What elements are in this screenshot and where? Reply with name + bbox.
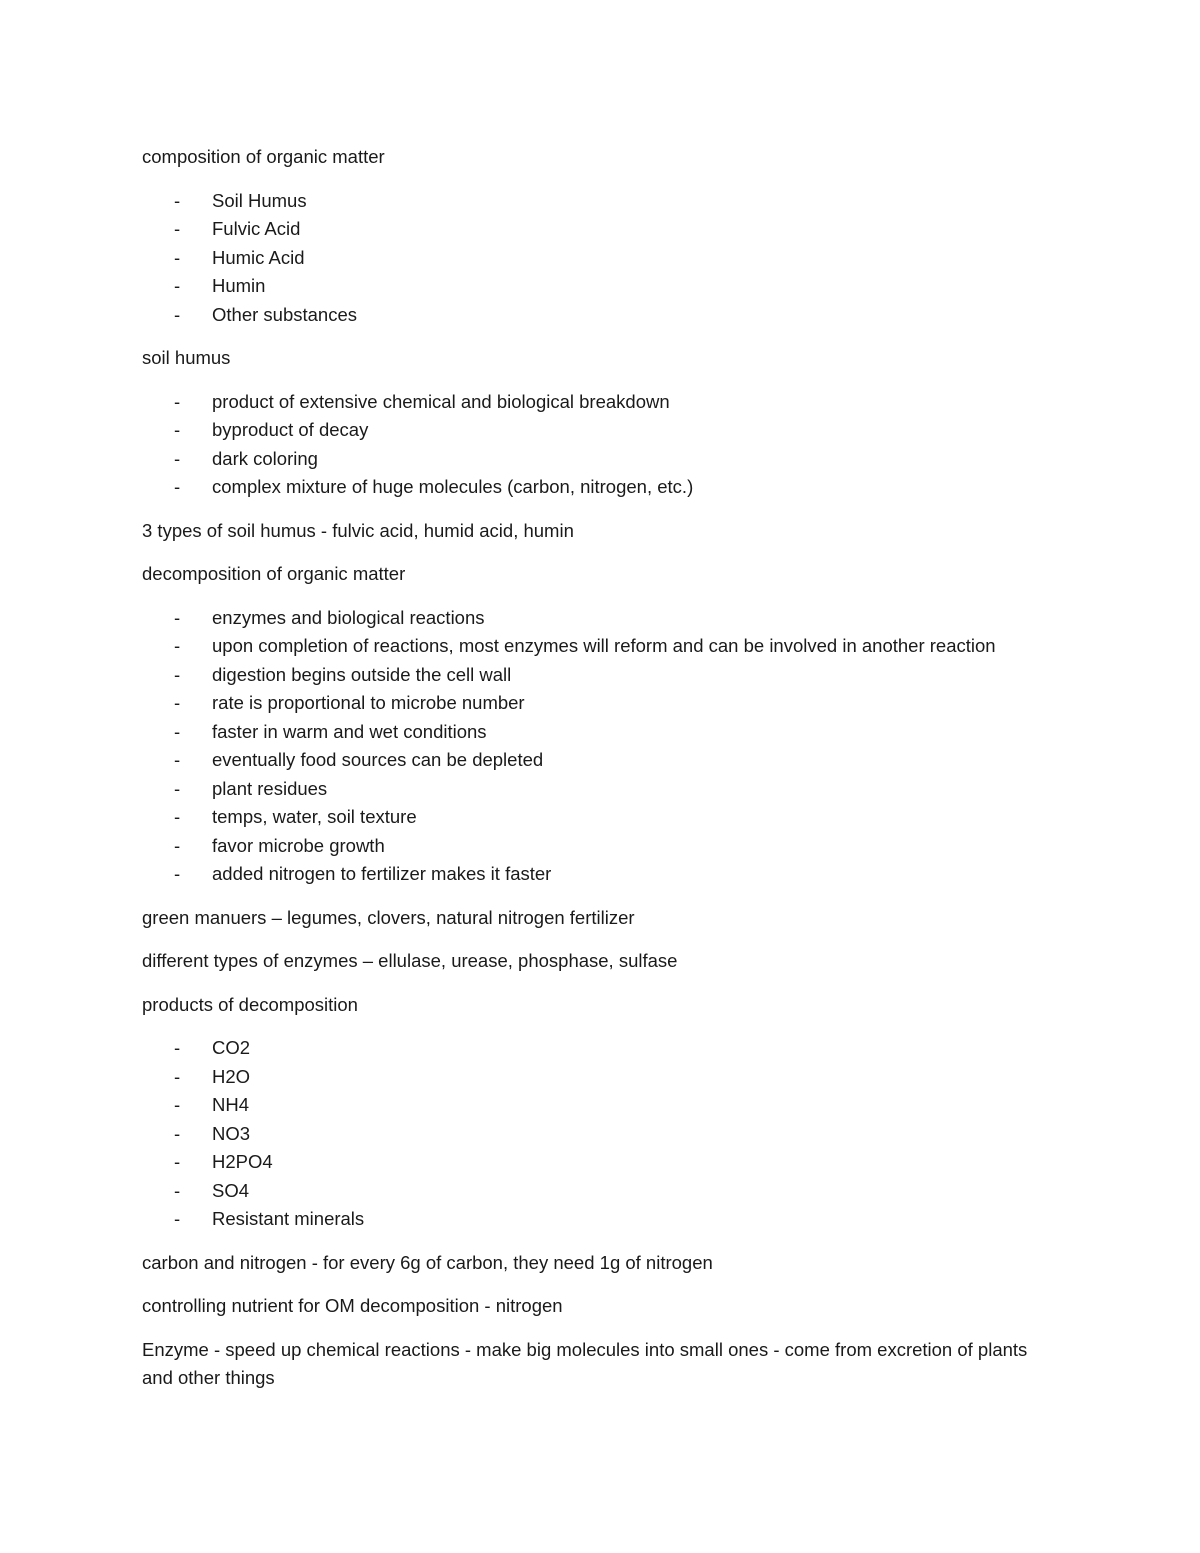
dash-bullet: -	[174, 189, 181, 211]
dash-bullet: -	[174, 663, 181, 685]
list-item	[142, 860, 1072, 889]
list-item-text: complex mixture of huge molecules (carbon, nitrogen, etc.)	[212, 476, 694, 497]
list-item-text: plant residues	[212, 777, 328, 799]
bullet-list	[142, 604, 1072, 889]
bullet-list	[142, 187, 1072, 330]
list-item-text: faster in warm and wet conditions	[212, 720, 487, 742]
list-item-text: Fulvic Acid	[212, 218, 301, 239]
dash-bullet: -	[174, 218, 181, 239]
list-item	[142, 416, 1072, 445]
list-item	[142, 832, 1072, 861]
list-item	[142, 1034, 1072, 1063]
list-item	[142, 661, 1072, 690]
list-item	[142, 1205, 1072, 1234]
list-item	[142, 632, 1072, 661]
paragraph: composition of organic matter	[142, 146, 385, 167]
dash-bullet: -	[174, 806, 181, 827]
paragraph: carbon and nitrogen - for every 6g of carbon, they need 1g of nitrogen	[142, 1251, 713, 1273]
list-item-text: SO4	[212, 1179, 250, 1201]
dash-bullet: -	[174, 246, 181, 268]
list-item	[142, 473, 1072, 502]
list-item-text: CO2	[212, 1037, 251, 1058]
dash-bullet: -	[174, 275, 181, 296]
dash-bullet: -	[174, 1151, 181, 1172]
list-item-text: Soil Humus	[212, 189, 307, 211]
dash-bullet: -	[174, 606, 181, 628]
list-item-text: added nitrogen to fertilizer makes it faster	[212, 863, 552, 884]
paragraph: decomposition of organic matter	[142, 563, 406, 584]
list-item	[142, 746, 1072, 775]
list-item	[142, 301, 1072, 330]
dash-bullet: -	[174, 419, 181, 440]
list-item-text: NO3	[212, 1122, 251, 1144]
document-body	[142, 143, 1072, 1408]
dash-bullet: -	[174, 1179, 181, 1201]
paragraph: different types of enzymes – ellulase, urease, phosphase, sulfase	[142, 950, 678, 971]
list-item-text: H2PO4	[212, 1151, 273, 1172]
dash-bullet: -	[174, 1037, 181, 1058]
dash-bullet: -	[174, 777, 181, 799]
list-item-text: enzymes and biological reactions	[212, 606, 485, 628]
paragraph: 3 types of soil humus - fulvic acid, humid acid, humin	[142, 519, 574, 541]
list-item-text: Humin	[212, 275, 266, 296]
list-item-text: rate is proportional to microbe number	[212, 692, 525, 713]
dash-bullet: -	[174, 834, 181, 856]
list-item-text: Resistant minerals	[212, 1208, 365, 1229]
list-item	[142, 803, 1072, 832]
bullet-list	[142, 1034, 1072, 1234]
list-item-text: favor microbe growth	[212, 834, 385, 856]
list-item	[142, 388, 1072, 417]
dash-bullet: -	[174, 447, 181, 469]
list-item	[142, 1091, 1072, 1120]
dash-bullet: -	[174, 476, 181, 497]
dash-bullet: -	[174, 303, 181, 325]
dash-bullet: -	[174, 635, 181, 656]
dash-bullet: -	[174, 1122, 181, 1144]
dash-bullet: -	[174, 1094, 181, 1115]
dash-bullet: -	[174, 692, 181, 713]
list-item-text: Humic Acid	[212, 246, 305, 268]
list-item	[142, 187, 1072, 216]
dash-bullet: -	[174, 749, 181, 770]
list-item-text: eventually food sources can be depleted	[212, 749, 544, 770]
dash-bullet: -	[174, 1208, 181, 1229]
list-item	[142, 215, 1072, 244]
paragraph: products of decomposition	[142, 993, 358, 1015]
list-item-text: H2O	[212, 1065, 251, 1087]
list-item-text: dark coloring	[212, 447, 318, 469]
list-item	[142, 1120, 1072, 1149]
list-item-text: Other substances	[212, 303, 357, 325]
list-item-text: temps, water, soil texture	[212, 806, 417, 827]
dash-bullet: -	[174, 863, 181, 884]
list-item	[142, 1148, 1072, 1177]
list-item-text: byproduct of decay	[212, 419, 369, 440]
list-item-text: upon completion of reactions, most enzymes will reform and can be involved in another reaction	[212, 635, 996, 656]
list-item	[142, 1177, 1072, 1206]
list-item-text: product of extensive chemical and biological breakdown	[212, 390, 670, 412]
list-item	[142, 775, 1072, 804]
list-item-text: NH4	[212, 1094, 250, 1115]
dash-bullet: -	[174, 1065, 181, 1087]
paragraph: Enzyme - speed up chemical reactions - make big molecules into small ones - come from excretion of plants and other things	[142, 1338, 1028, 1388]
dash-bullet: -	[174, 390, 181, 412]
paragraph: green manuers – legumes, clovers, natural nitrogen fertilizer	[142, 906, 635, 928]
dash-bullet: -	[174, 720, 181, 742]
list-item	[142, 445, 1072, 474]
list-item	[142, 718, 1072, 747]
list-item	[142, 604, 1072, 633]
list-item-text: digestion begins outside the cell wall	[212, 663, 512, 685]
list-item	[142, 1063, 1072, 1092]
paragraph: controlling nutrient for OM decomposition - nitrogen	[142, 1295, 563, 1316]
list-item	[142, 689, 1072, 718]
bullet-list	[142, 388, 1072, 502]
list-item	[142, 244, 1072, 273]
list-item	[142, 272, 1072, 301]
paragraph: soil humus	[142, 347, 231, 368]
